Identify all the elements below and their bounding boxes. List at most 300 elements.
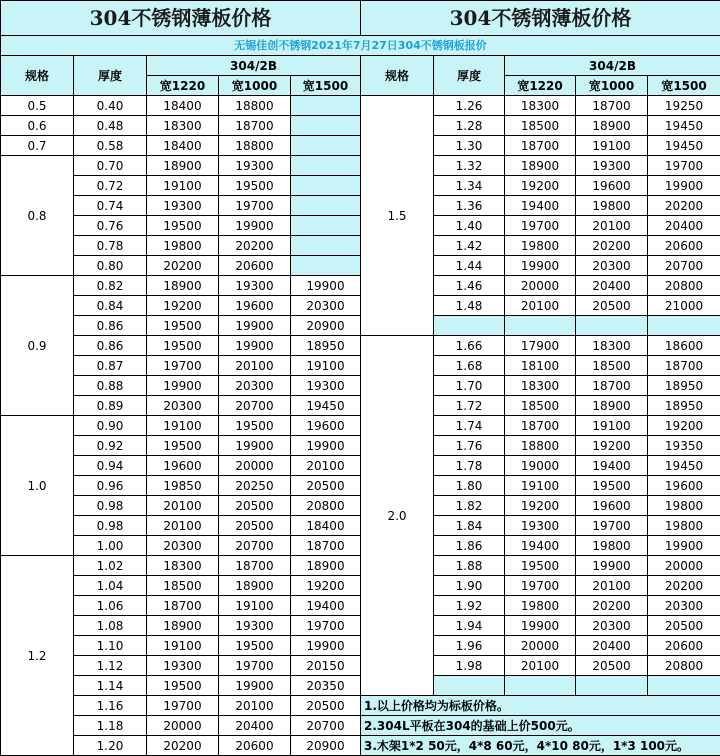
price-1500-cell [291,236,361,256]
price-1220-cell: 19900 [505,256,576,276]
price-1220-cell: 19500 [147,316,219,336]
thickness-cell: 1.10 [74,636,147,656]
header-width-1500: 宽1500 [291,76,361,96]
price-1500-cell [291,116,361,136]
table-row [1,156,720,176]
price-1000-cell: 19800 [576,196,648,216]
price-1220-cell: 18800 [505,436,576,456]
price-1000-cell: 20500 [219,496,291,516]
price-1000-cell: 20400 [576,276,648,296]
price-1220-cell: 19800 [147,236,219,256]
price-1000-cell: 18700 [219,556,291,576]
thickness-cell: 0.98 [74,516,147,536]
table-row [1,616,720,636]
price-1000-cell: 18900 [576,396,648,416]
table-row [1,196,720,216]
price-1220-cell: 19100 [147,636,219,656]
price-1000-cell: 19900 [219,316,291,336]
price-1220-cell: 20000 [505,276,576,296]
thickness-cell: 1.86 [434,536,505,556]
price-1000-cell: 19100 [219,596,291,616]
price-1220-cell: 18700 [505,136,576,156]
price-1500-cell: 21000 [648,296,720,316]
price-1000-cell: 19200 [576,436,648,456]
spec-cell: 0.6 [1,116,74,136]
thickness-cell: 1.92 [434,596,505,616]
thickness-cell: 0.86 [74,336,147,356]
price-1000-cell: 19500 [219,176,291,196]
thickness-cell: 1.34 [434,176,505,196]
spec-cell: 1.2 [1,556,74,756]
price-1000-cell: 19800 [576,536,648,556]
thickness-cell: 0.86 [74,316,147,336]
header-thickness: 厚度 [434,56,505,96]
price-1220-cell: 19700 [505,576,576,596]
price-1500-cell: 19900 [291,436,361,456]
price-1220-cell: 20100 [147,496,219,516]
price-1000-cell: 20500 [219,516,291,536]
thickness-cell: 0.58 [74,136,147,156]
thickness-cell: 0.94 [74,456,147,476]
price-1220-cell: 20100 [505,656,576,676]
spec-cell: 0.5 [1,96,74,116]
price-1000-cell: 20400 [576,636,648,656]
header-thickness: 厚度 [74,56,147,96]
price-1500-cell: 19450 [291,396,361,416]
price-1500-cell: 20200 [648,196,720,216]
price-1220-cell: 18300 [505,376,576,396]
price-1220-cell [505,316,576,336]
table-row [1,176,720,196]
price-1000-cell: 19500 [219,416,291,436]
price-1000-cell: 18700 [576,376,648,396]
table-row [1,576,720,596]
price-1500-cell: 20100 [291,456,361,476]
price-1500-cell: 19600 [648,476,720,496]
table-row [1,316,720,336]
price-1500-cell [291,196,361,216]
price-1220-cell: 20300 [147,536,219,556]
thickness-cell: 1.44 [434,256,505,276]
price-1220-cell: 18100 [505,356,576,376]
note-cell: 3.木架1*2 50元，4*8 60元，4*10 80元，1*3 100元。 [361,736,720,756]
table-row [1,596,720,616]
price-1000-cell: 19100 [576,416,648,436]
price-1000-cell: 19700 [219,656,291,676]
price-1220-cell: 19900 [147,376,219,396]
price-1500-cell: 19250 [648,96,720,116]
price-1500-cell: 20800 [291,496,361,516]
price-1000-cell [576,676,648,696]
thickness-cell: 1.90 [434,576,505,596]
left-title: 304不锈钢薄板价格 [1,1,361,36]
price-1500-cell: 18900 [291,556,361,576]
price-1220-cell: 18300 [147,116,219,136]
price-1500-cell: 19900 [648,536,720,556]
price-1000-cell: 20100 [576,576,648,596]
price-1000-cell: 20300 [219,376,291,396]
price-1000-cell: 19600 [576,176,648,196]
thickness-cell: 0.84 [74,296,147,316]
price-1220-cell: 19800 [505,236,576,256]
thickness-cell: 0.98 [74,496,147,516]
price-1220-cell: 19200 [505,176,576,196]
header-width-1000: 宽1000 [219,76,291,96]
price-1220-cell: 19500 [505,556,576,576]
price-1500-cell: 18600 [648,336,720,356]
price-1500-cell: 18700 [291,536,361,556]
price-1220-cell: 19800 [505,596,576,616]
price-1500-cell: 18950 [648,396,720,416]
price-1000-cell: 19700 [219,196,291,216]
price-1000-cell: 19300 [219,156,291,176]
thickness-cell: 1.84 [434,516,505,536]
price-1000-cell: 20100 [219,696,291,716]
price-1000-cell: 20500 [576,296,648,316]
price-1000-cell: 18700 [219,116,291,136]
spec-cell: 1.0 [1,416,74,556]
price-1500-cell [291,136,361,156]
thickness-cell: 1.20 [74,736,147,756]
thickness-cell: 1.14 [74,676,147,696]
table-row [1,536,720,556]
thickness-cell: 1.42 [434,236,505,256]
table-row [1,676,720,696]
price-1500-cell: 20000 [648,556,720,576]
price-1500-cell: 20600 [648,236,720,256]
table-row [1,276,720,296]
thickness-cell: 1.80 [434,476,505,496]
thickness-cell: 1.94 [434,616,505,636]
thickness-cell: 1.30 [434,136,505,156]
table-row [1,456,720,476]
price-1220-cell: 19900 [505,616,576,636]
price-1500-cell: 19700 [291,616,361,636]
thickness-cell: 0.89 [74,396,147,416]
price-1500-cell: 20350 [291,676,361,696]
thickness-cell: 1.02 [74,556,147,576]
price-1220-cell: 19400 [505,196,576,216]
table-row [1,216,720,236]
spec-cell: 1.5 [361,96,434,336]
thickness-cell [434,676,505,696]
spec-cell: 0.8 [1,156,74,276]
price-1220-cell: 19300 [505,516,576,536]
price-1500-cell: 18950 [291,336,361,356]
table-row [1,516,720,536]
price-1220-cell: 17900 [505,336,576,356]
price-1500-cell [291,96,361,116]
price-1500-cell: 18700 [648,356,720,376]
price-1500-cell: 19450 [648,456,720,476]
price-1220-cell: 19100 [147,416,219,436]
table-row [1,356,720,376]
price-1220-cell: 19500 [147,676,219,696]
thickness-cell: 1.04 [74,576,147,596]
price-1500-cell [648,316,720,336]
table-row [1,236,720,256]
price-1000-cell: 20700 [219,396,291,416]
price-1220-cell: 18900 [147,616,219,636]
price-1000-cell: 20200 [576,236,648,256]
thickness-cell: 1.72 [434,396,505,416]
price-1220-cell: 19300 [147,196,219,216]
thickness-cell: 0.72 [74,176,147,196]
price-1220-cell: 18500 [505,396,576,416]
price-1000-cell: 20700 [219,536,291,556]
price-1000-cell: 18800 [219,96,291,116]
price-1500-cell: 20900 [291,316,361,336]
price-1220-cell: 20200 [147,736,219,756]
spec-cell: 2.0 [361,336,434,696]
table-row [1,256,720,276]
thickness-cell: 1.28 [434,116,505,136]
price-1000-cell: 20600 [219,256,291,276]
price-1500-cell: 19200 [648,416,720,436]
price-1500-cell [291,216,361,236]
price-1500-cell: 19800 [648,496,720,516]
table-row [1,416,720,436]
price-1500-cell: 20400 [648,216,720,236]
header-width-1220: 宽1220 [505,76,576,96]
price-1220-cell: 19200 [505,496,576,516]
price-1500-cell: 20300 [648,596,720,616]
price-1000-cell: 19500 [219,636,291,656]
price-1500-cell: 18950 [648,376,720,396]
price-1500-cell: 20800 [648,276,720,296]
price-1500-cell: 19900 [291,636,361,656]
thickness-cell: 1.46 [434,276,505,296]
price-1500-cell [648,676,720,696]
price-1000-cell: 20200 [219,236,291,256]
table-row [1,96,720,116]
price-1220-cell: 18700 [505,416,576,436]
price-1000-cell [576,316,648,336]
price-1500-cell: 19900 [291,276,361,296]
thickness-cell: 1.00 [74,536,147,556]
right-title: 304不锈钢薄板价格 [361,1,720,36]
price-1000-cell: 18800 [219,136,291,156]
note-cell: 2.304L平板在304的基础上价500元。 [361,716,720,736]
price-1500-cell: 19400 [291,596,361,616]
price-1500-cell: 19100 [291,356,361,376]
table-row [1,136,720,156]
price-1220-cell [505,676,576,696]
header-width-1220: 宽1220 [147,76,219,96]
price-1500-cell [291,176,361,196]
price-1500-cell: 20200 [648,576,720,596]
price-1220-cell: 19700 [147,356,219,376]
thickness-cell: 1.82 [434,496,505,516]
price-1220-cell: 18900 [147,156,219,176]
table-row [1,376,720,396]
header-width-1500: 宽1500 [648,76,720,96]
thickness-cell: 0.40 [74,96,147,116]
header-width-1000: 宽1000 [576,76,648,96]
thickness-cell: 0.76 [74,216,147,236]
price-1500-cell: 20300 [291,296,361,316]
price-1220-cell: 18400 [147,136,219,156]
price-1000-cell: 20100 [219,356,291,376]
thickness-cell: 1.68 [434,356,505,376]
table-row [1,336,720,356]
price-1000-cell: 19400 [576,456,648,476]
spec-cell: 0.9 [1,276,74,416]
thickness-cell: 1.78 [434,456,505,476]
thickness-cell: 0.92 [74,436,147,456]
price-1000-cell: 20100 [576,216,648,236]
thickness-cell: 0.90 [74,416,147,436]
price-1220-cell: 18300 [505,96,576,116]
price-1220-cell: 20200 [147,256,219,276]
price-1000-cell: 19600 [576,496,648,516]
price-1000-cell: 19500 [576,476,648,496]
price-1000-cell: 18900 [576,116,648,136]
price-1500-cell: 19300 [291,376,361,396]
price-1000-cell: 20000 [219,456,291,476]
price-1220-cell: 20000 [505,636,576,656]
price-1220-cell: 18700 [147,596,219,616]
thickness-cell [434,316,505,336]
thickness-cell: 0.74 [74,196,147,216]
table-row [1,496,720,516]
price-1500-cell: 19600 [291,416,361,436]
price-1000-cell: 19300 [219,616,291,636]
thickness-cell: 1.06 [74,596,147,616]
price-1500-cell: 20600 [648,636,720,656]
price-1500-cell: 19450 [648,136,720,156]
thickness-cell: 1.96 [434,636,505,656]
price-1000-cell: 18700 [576,96,648,116]
spec-cell: 0.7 [1,136,74,156]
header-spec: 规格 [1,56,74,96]
price-1220-cell: 19500 [147,216,219,236]
table-row [1,556,720,576]
thickness-cell: 1.08 [74,616,147,636]
table-row [1,656,720,676]
thickness-cell: 1.66 [434,336,505,356]
thickness-cell: 1.36 [434,196,505,216]
thickness-cell: 0.88 [74,376,147,396]
header-grade: 304/2B [147,56,361,76]
price-1000-cell: 20300 [576,616,648,636]
price-1000-cell: 20250 [219,476,291,496]
thickness-cell: 0.87 [74,356,147,376]
thickness-cell: 1.88 [434,556,505,576]
price-1220-cell: 19600 [147,456,219,476]
thickness-cell: 0.96 [74,476,147,496]
price-1000-cell: 19100 [576,136,648,156]
price-1000-cell: 19700 [576,516,648,536]
thickness-cell: 0.78 [74,236,147,256]
price-1500-cell: 20500 [648,616,720,636]
subtitle: 无锡佳创不锈钢2021年7月27日304不锈钢板报价 [1,36,720,56]
thickness-cell: 1.12 [74,656,147,676]
thickness-cell: 1.32 [434,156,505,176]
thickness-cell: 1.26 [434,96,505,116]
price-1220-cell: 20300 [147,396,219,416]
price-1500-cell: 20800 [648,656,720,676]
table-row [1,636,720,656]
price-1000-cell: 18300 [576,336,648,356]
thickness-cell: 1.18 [74,716,147,736]
price-1500-cell: 19450 [648,116,720,136]
price-1000-cell: 20300 [576,256,648,276]
price-1500-cell [291,256,361,276]
price-1220-cell: 20000 [147,716,219,736]
note-cell: 1.以上价格均为标板价格。 [361,696,720,716]
price-1500-cell: 19900 [648,176,720,196]
table-row [1,296,720,316]
table-row [1,116,720,136]
price-1000-cell: 19600 [219,296,291,316]
thickness-cell: 0.48 [74,116,147,136]
price-1500-cell: 19350 [648,436,720,456]
price-1500-cell: 20500 [291,476,361,496]
price-1220-cell: 18900 [147,276,219,296]
table-row [1,716,720,736]
price-1000-cell: 19900 [219,436,291,456]
thickness-cell: 1.74 [434,416,505,436]
header-grade: 304/2B [505,56,720,76]
price-1000-cell: 19900 [219,676,291,696]
price-1000-cell: 19300 [219,276,291,296]
price-1500-cell: 19800 [648,516,720,536]
thickness-cell: 1.70 [434,376,505,396]
table-row [1,736,720,756]
price-1220-cell: 19400 [505,536,576,556]
price-1220-cell: 19100 [147,176,219,196]
table-row [1,436,720,456]
table-row [1,476,720,496]
header-spec: 规格 [361,56,434,96]
price-1000-cell: 20400 [219,716,291,736]
price-1000-cell: 19300 [576,156,648,176]
price-1220-cell: 18400 [147,96,219,116]
price-1220-cell: 20100 [147,516,219,536]
table-row [1,396,720,416]
thickness-cell: 1.16 [74,696,147,716]
price-1500-cell [291,156,361,176]
thickness-cell: 0.70 [74,156,147,176]
price-1220-cell: 20100 [505,296,576,316]
price-1000-cell: 20200 [576,596,648,616]
price-1220-cell: 19700 [505,216,576,236]
price-1000-cell: 18500 [576,356,648,376]
price-1000-cell: 20500 [576,656,648,676]
thickness-cell: 1.98 [434,656,505,676]
price-1500-cell: 19200 [291,576,361,596]
price-1500-cell: 20700 [291,716,361,736]
price-1000-cell: 19900 [219,336,291,356]
price-1220-cell: 19850 [147,476,219,496]
price-1220-cell: 18900 [505,156,576,176]
price-1220-cell: 19700 [147,696,219,716]
price-1220-cell: 19300 [147,656,219,676]
price-1000-cell: 19900 [576,556,648,576]
price-1000-cell: 19900 [219,216,291,236]
thickness-cell: 1.48 [434,296,505,316]
price-1500-cell: 20900 [291,736,361,756]
price-1220-cell: 18300 [147,556,219,576]
price-1500-cell: 19700 [648,156,720,176]
price-1220-cell: 18500 [147,576,219,596]
price-1500-cell: 18400 [291,516,361,536]
price-1220-cell: 19100 [505,476,576,496]
thickness-cell: 1.40 [434,216,505,236]
table-row [1,696,720,716]
price-1000-cell: 20600 [219,736,291,756]
